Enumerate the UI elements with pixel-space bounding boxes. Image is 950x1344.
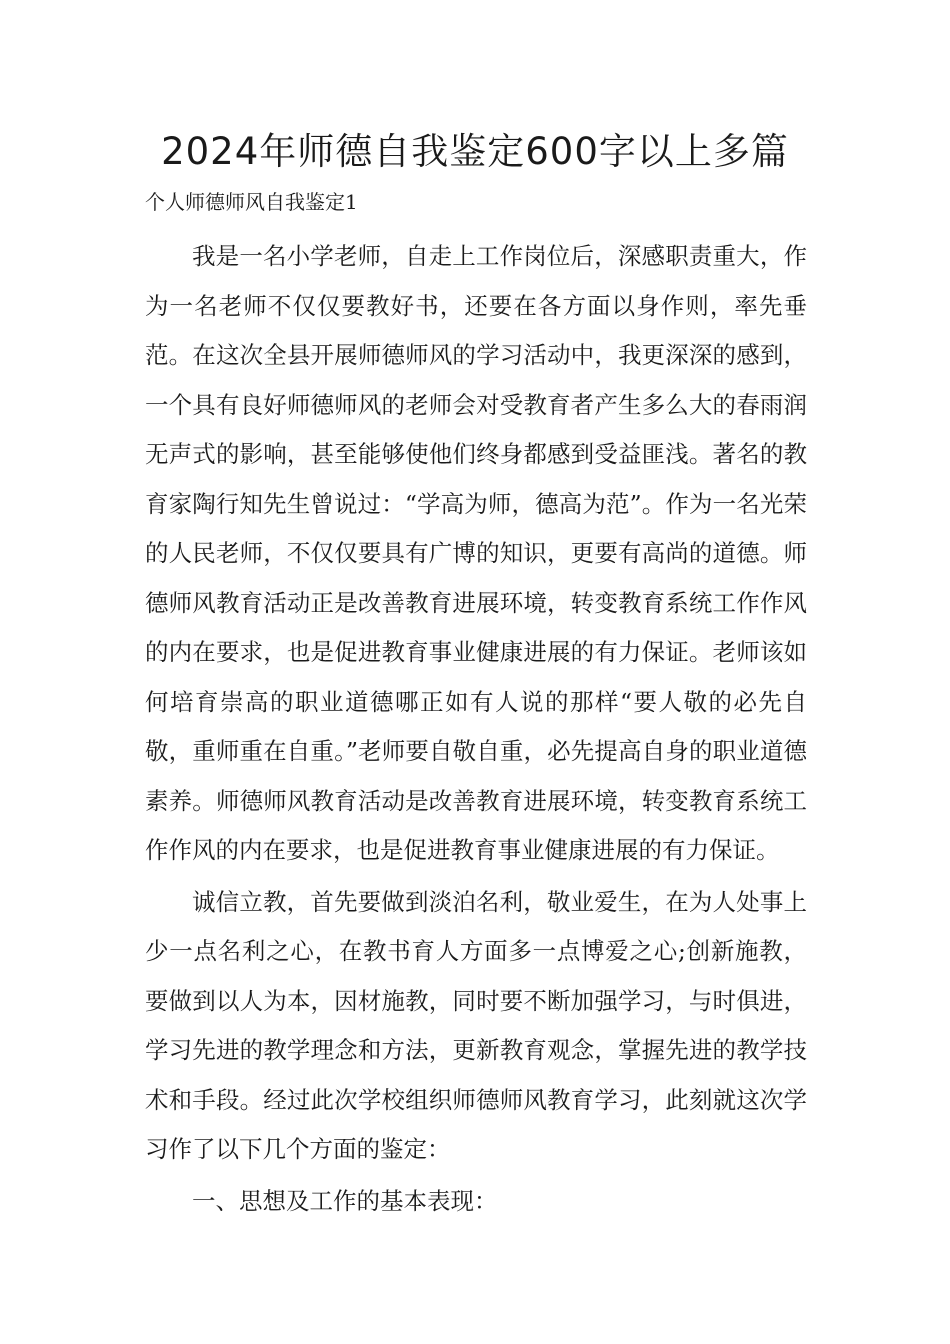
- document-title: 2024年师德自我鉴定600字以上多篇: [161, 130, 789, 173]
- document-body: [145, 232, 807, 1226]
- paragraph-1: 我是一名小学老师，自走上工作岗位后，深感职责重大，作为一名老师不仅仅要教好书，还要在各方面以身作则，率先垂范。在这次全县开展师德师风的学习活动中，我更深深的感到，一个具有良好师德师风的老师会对受教育者产生多么大的春雨润无声式的影响，甚至能够使他们终身都感到受益匪浅。著名的教育家陶行知先生曾说过：“学高为师，德高为范”。作为一名光荣的人民老师，不仅仅要具有广博的知识，更要有高尚的道德。师德师风教育活动正是改善教育进展环境，转变教育系统工作作风的内在要求，也是促进教育事业健康进展的有力保证。老师该如何培育崇高的职业道德哪正如有人说的那样“要人敬的必先自敬，重师重在自重。”老师要自敬自重，必先提高自身的职业道德素养。师德师风教育活动是改善教育进展环境，转变教育系统工作作风的内在要求，也是促进教育事业健康进展的有力保证。: [145, 242, 807, 864]
- section-subtitle: 个人师德师风自我鉴定1: [145, 190, 358, 214]
- paragraph-2: 诚信立教，首先要做到淡泊名利，敬业爱生，在为人处事上少一点名利之心，在教书育人方面多一点博爱之心;创新施教，要做到以人为本，因材施教，同时要不断加强学习，与时俱进，学习先进的教学理念和方法，更新教育观念，掌握先进的教学技术和手段。经过此次学校组织师德师风教育学习，此刻就这次学习作了以下几个方面的鉴定：: [145, 887, 807, 1163]
- paragraph-3: 一、思想及工作的基本表现：: [192, 1186, 498, 1215]
